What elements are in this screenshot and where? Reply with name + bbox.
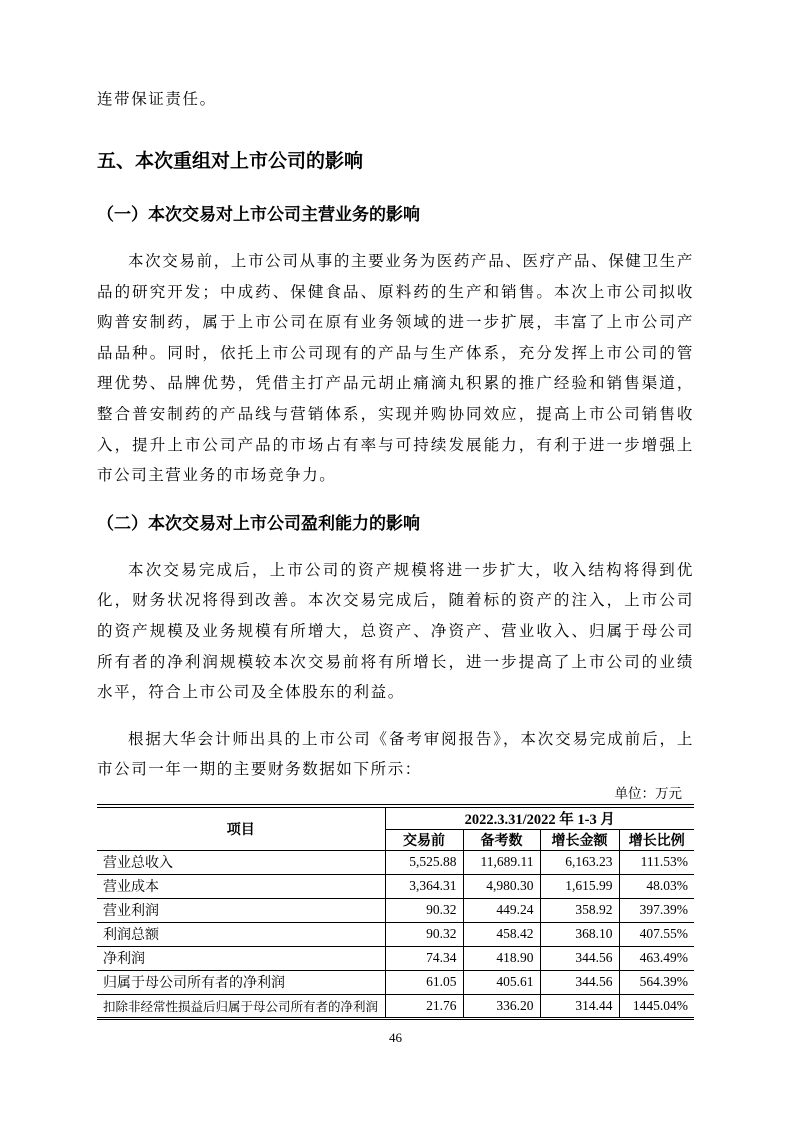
- table-row: [97, 850, 694, 874]
- subsection-1-heading: （一）本次交易对上市公司主营业务的影响: [97, 205, 420, 224]
- cell-value: 344.56: [540, 970, 619, 994]
- table-row: [97, 922, 694, 946]
- cell-value: 3,364.31: [385, 874, 463, 898]
- table-header-period: 2022.3.31/2022 年 1-3 月: [385, 806, 694, 830]
- cell-value: 48.03%: [619, 874, 694, 898]
- paragraph-main-business: 本次交易前，上市公司从事的主要业务为医药产品、医疗产品、保健卫生产品的研究开发；中成药、保健食品、原料药的生产和销售。本次上市公司拟收购普安制药，属于上市公司在原有业务领域的进一步扩展，丰富了上市公司产品品种。同时，依托上市公司现有的产品与生产体系，充分发挥上市公司的管理优势、品牌优势，凭借主打产品元胡止痛滴丸积累的推广经验和销售渠道，整合普安制药的产品线与营销体系，实现并购协同效应，提高上市公司销售收入，提升上市公司产品的市场占有率与可持续发展能力，有利于进一步增强上市公司主营业务的市场竞争力。: [97, 253, 694, 485]
- cell-value: 407.55%: [619, 922, 694, 946]
- cell-value: 61.05: [385, 970, 463, 994]
- table-header-pre-transaction: 交易前: [385, 829, 463, 850]
- row-item-label: 营业成本: [97, 874, 385, 898]
- row-item-label: 净利润: [97, 946, 385, 970]
- cell-value: 449.24: [463, 898, 540, 922]
- cell-value: 314.44: [540, 994, 619, 1018]
- cell-value: 405.61: [463, 970, 540, 994]
- cell-value: 1445.04%: [619, 994, 694, 1018]
- table-unit-label: 单位：万元: [614, 785, 682, 801]
- cell-value: 368.10: [540, 922, 619, 946]
- financial-data-table: [97, 804, 694, 1020]
- subsection-2-heading: （二）本次交易对上市公司盈利能力的影响: [97, 513, 420, 533]
- cell-value: 336.20: [463, 994, 540, 1018]
- page-content: [97, 0, 694, 1046]
- row-item-label: 归属于母公司所有者的净利润: [97, 970, 385, 994]
- page-number: 46: [389, 1029, 402, 1045]
- cell-value: 564.39%: [619, 970, 694, 994]
- cell-value: 397.39%: [619, 898, 694, 922]
- cell-value: 21.76: [385, 994, 463, 1018]
- row-item-label: 利润总额: [97, 922, 385, 946]
- table-header-growth-amount: 增长金额: [540, 829, 619, 850]
- cell-value: 11,689.11: [463, 850, 540, 874]
- cell-value: 4,980.30: [463, 874, 540, 898]
- section-heading: 五、本次重组对上市公司的影响: [97, 151, 364, 172]
- cell-value: 344.56: [540, 946, 619, 970]
- table-header-item: 项目: [97, 806, 385, 851]
- table-row: [97, 994, 694, 1018]
- cell-value: 6,163.23: [540, 850, 619, 874]
- cell-value: 74.34: [385, 946, 463, 970]
- paragraph-continuation: 连带保证责任。: [97, 91, 217, 108]
- cell-value: 458.42: [463, 922, 540, 946]
- table-header-proforma: 备考数: [463, 829, 540, 850]
- cell-value: 418.90: [463, 946, 540, 970]
- table-row: [97, 946, 694, 970]
- row-item-label: 扣除非经常性损益后归属于母公司所有者的净利润: [97, 994, 385, 1018]
- cell-value: 1,615.99: [540, 874, 619, 898]
- row-item-label: 营业利润: [97, 898, 385, 922]
- cell-value: 5,525.88: [385, 850, 463, 874]
- cell-value: 463.49%: [619, 946, 694, 970]
- row-item-label: 营业总收入: [97, 850, 385, 874]
- paragraph-profitability: 本次交易完成后，上市公司的资产规模将进一步扩大，收入结构将得到优化，财务状况将得到改善。本次交易完成后，随着标的资产的注入，上市公司的资产规模及业务规模有所增大，总资产、净资产、营业收入、归属于母公司所有者的净利润规模较本次交易前将有所增长，进一步提高了上市公司的业绩水平，符合上市公司及全体股东的利益。: [97, 561, 694, 702]
- table-row: [97, 970, 694, 994]
- cell-value: 90.32: [385, 922, 463, 946]
- cell-value: 111.53%: [619, 850, 694, 874]
- table-header-growth-ratio: 增长比例: [619, 829, 694, 850]
- cell-value: 358.92: [540, 898, 619, 922]
- paragraph-proforma-intro: 根据大华会计师出具的上市公司《备考审阅报告》，本次交易完成前后，上市公司一年一期的主要财务数据如下所示：: [97, 730, 694, 779]
- table-row: [97, 898, 694, 922]
- cell-value: 90.32: [385, 898, 463, 922]
- table-row: [97, 874, 694, 898]
